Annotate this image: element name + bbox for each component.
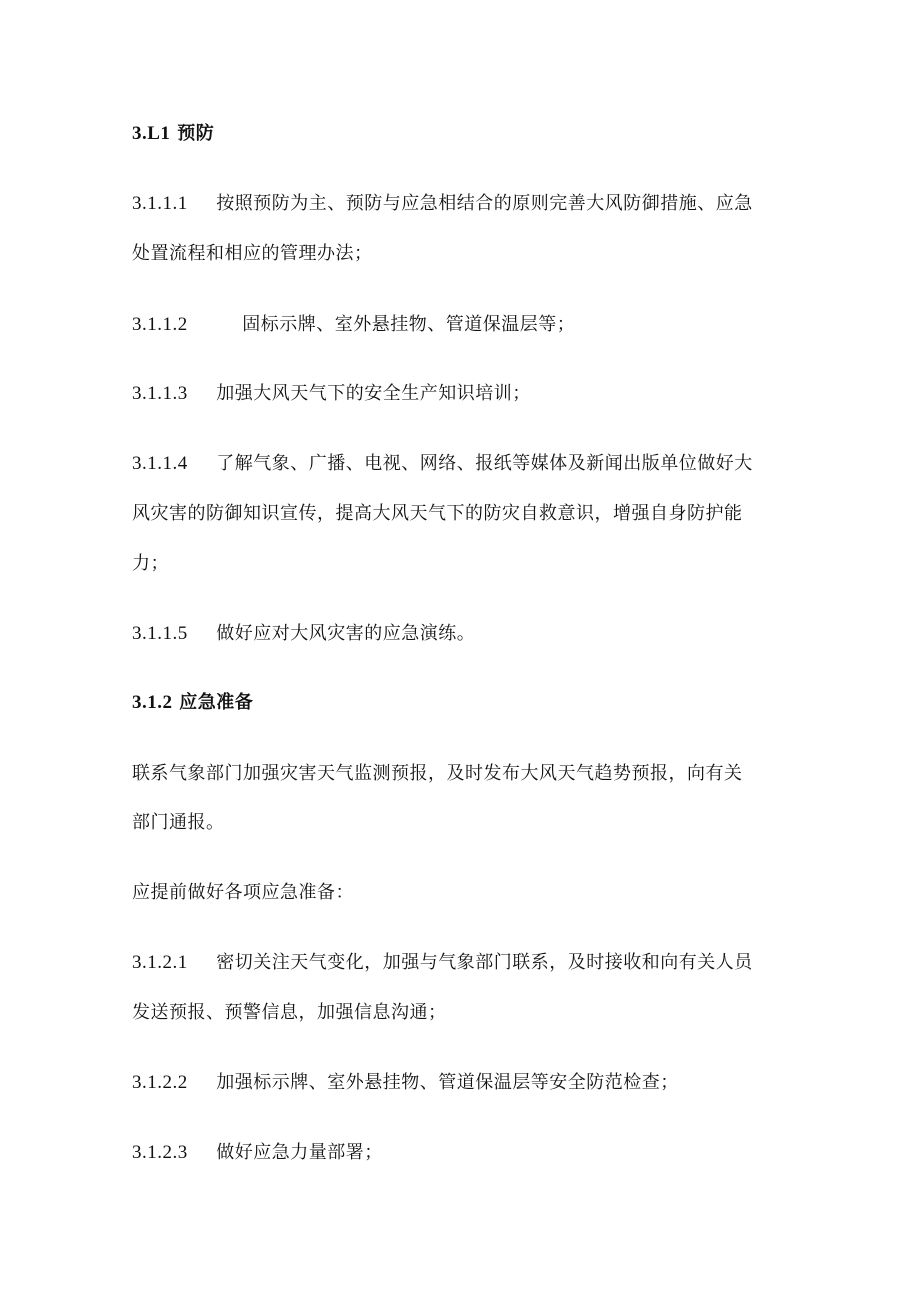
section-heading-3-1-1 [132,122,214,146]
clause-number: 3.1.1.5 [132,623,188,644]
clause-number: 3.1.1.1 [132,193,188,214]
clause-text: 密切关注天气变化，加强与气象部门联系，及时接收和向有关人员 [216,952,753,973]
clause-number: 3.1.1.4 [132,453,188,474]
clause-text: 力； [132,553,169,574]
clause-3-1-1-4-line-1 [132,452,753,476]
clause-3-1-2-1-line-1 [132,951,753,975]
clause-text: 处置流程和相应的管理办法； [132,243,373,264]
clause-3-1-2-2 [132,1071,679,1095]
paragraph-text: 联系气象部门加强灾害天气监测预报，及时发布大风天气趋势预报，向有关 [132,763,743,784]
section-title: 应急准备 [179,692,254,713]
clause-text: 固标示牌、室外悬挂物、管道保温层等； [242,314,576,335]
clause-text: 加强标示牌、室外悬挂物、管道保温层等安全防范检查； [216,1072,679,1093]
clause-number: 3.1.2.2 [132,1072,188,1093]
clause-3-1-1-4-line-3 [132,552,169,576]
section-title: 预防 [177,123,215,144]
clause-text: 按照预防为主、预防与应急相结合的原则完善大风防御措施、应急 [216,193,753,214]
section-number: 3.1.2 [132,692,173,713]
paragraph-1-line-1 [132,762,743,786]
clause-3-1-1-3 [132,382,531,406]
clause-number: 3.1.1.3 [132,383,188,404]
clause-text: 加强大风天气下的安全生产知识培训； [216,383,531,404]
paragraph-text: 应提前做好各项应急准备： [132,882,354,903]
clause-3-1-1-5 [132,622,475,646]
paragraph-2 [132,881,354,905]
clause-text: 风灾害的防御知识宣传，提高大风天气下的防灾自救意识，增强自身防护能 [132,503,743,524]
clause-text: 了解气象、广播、电视、网络、报纸等媒体及新闻出版单位做好大 [216,453,753,474]
clause-number: 3.1.2.1 [132,952,188,973]
clause-number: 3.1.2.3 [132,1142,188,1163]
paragraph-1-line-2 [132,811,225,835]
paragraph-text: 部门通报。 [132,812,225,833]
clause-3-1-2-3 [132,1141,383,1165]
clause-3-1-1-2 [132,313,575,337]
clause-text: 发送预报、预警信息，加强信息沟通； [132,1002,447,1023]
clause-text: 做好应急力量部署； [216,1142,383,1163]
clause-3-1-1-1-line-1 [132,192,753,216]
clause-number: 3.1.1.2 [132,314,188,335]
clause-3-1-2-1-line-2 [132,1001,447,1025]
clause-3-1-1-1-line-2 [132,242,373,266]
clause-text: 做好应对大风灾害的应急演练。 [216,623,476,644]
section-heading-3-1-2 [132,691,253,715]
clause-3-1-1-4-line-2 [132,502,743,526]
section-number: 3.L1 [132,123,171,144]
